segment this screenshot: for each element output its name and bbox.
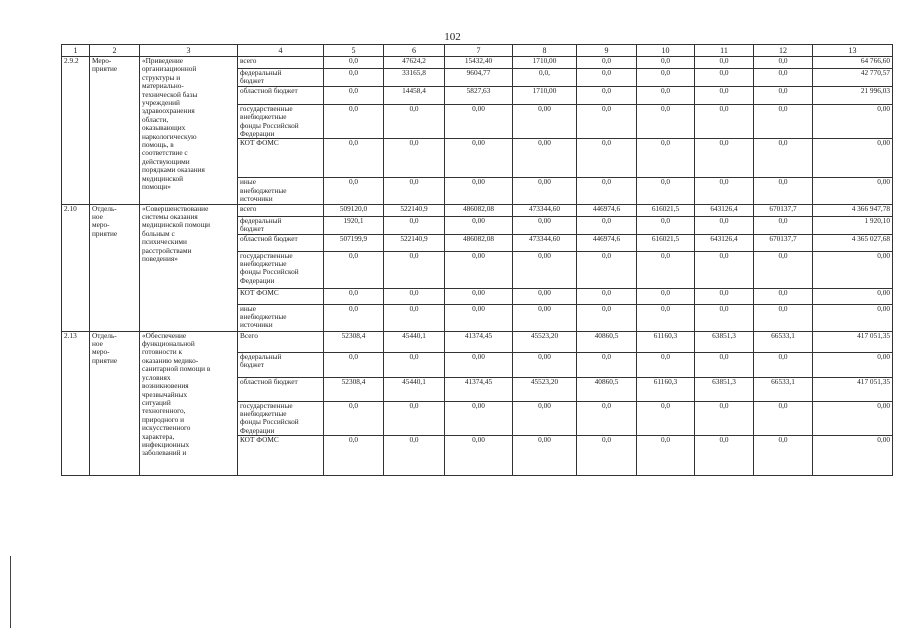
year-value: 0,0 <box>384 251 445 288</box>
year-value: 0,0 <box>637 139 695 178</box>
year-value: 643126,4 <box>695 234 754 251</box>
header-cell: 1 <box>62 45 90 57</box>
year-value: 0,0 <box>695 304 754 331</box>
year-value: 473344,60 <box>513 234 577 251</box>
total-value: 42 770,57 <box>813 69 893 87</box>
total-value: 0,00 <box>813 178 893 204</box>
header-cell: 6 <box>384 45 445 57</box>
year-value: 0,0 <box>637 86 695 104</box>
year-value: 0,0 <box>324 436 384 476</box>
funding-source: федеральный бюджет <box>238 216 324 234</box>
total-value: 64 766,60 <box>813 57 893 69</box>
item-name: «Совершенствование системы оказания медицинской помощи больным с психическими расстройствами поведения» <box>140 204 238 331</box>
item-type: Отдель- ное меро- приятие <box>90 204 140 331</box>
year-value: 40860,5 <box>577 331 637 352</box>
year-value: 0,00 <box>513 216 577 234</box>
year-value: 0,00 <box>445 304 513 331</box>
year-value: 0,0 <box>754 216 813 234</box>
funding-source: иные внебюджетные источники <box>238 304 324 331</box>
year-value: 486082,08 <box>445 204 513 216</box>
page-number: 102 <box>444 31 461 43</box>
year-value: 47624,2 <box>384 57 445 69</box>
budget-table <box>61 44 893 476</box>
item-code: 2.13 <box>62 331 90 476</box>
year-value: 0,00 <box>445 288 513 304</box>
year-value: 0,0 <box>637 216 695 234</box>
year-value: 0,0 <box>577 104 637 139</box>
year-value: 0,00 <box>513 352 577 377</box>
year-value: 63851,3 <box>695 331 754 352</box>
year-value: 33165,8 <box>384 69 445 87</box>
funding-source: КОТ ФОМС <box>238 288 324 304</box>
year-value: 507199,9 <box>324 234 384 251</box>
total-value: 417 051,35 <box>813 331 893 352</box>
year-value: 0,0 <box>384 139 445 178</box>
year-value: 0,0 <box>695 57 754 69</box>
year-value: 66533,1 <box>754 331 813 352</box>
funding-source: государственные внебюджетные фонды Российской Федерации <box>238 401 324 436</box>
year-value: 0,0 <box>577 251 637 288</box>
year-value: 616021,5 <box>637 234 695 251</box>
year-value: 0,00 <box>513 178 577 204</box>
year-value: 0,0 <box>695 139 754 178</box>
year-value: 522140,9 <box>384 204 445 216</box>
funding-source: КОТ ФОМС <box>238 436 324 476</box>
funding-source: областной бюджет <box>238 234 324 251</box>
year-value: 0,0 <box>695 86 754 104</box>
year-value: 0,0 <box>754 69 813 87</box>
funding-source: государственные внебюджетные фонды Российской Федерации <box>238 104 324 139</box>
year-value: 0,00 <box>445 352 513 377</box>
year-value: 0,0 <box>384 401 445 436</box>
year-value: 0,00 <box>513 401 577 436</box>
year-value: 0,0 <box>384 178 445 204</box>
header-cell: 12 <box>754 45 813 57</box>
year-value: 0,0 <box>384 104 445 139</box>
year-value: 0,0 <box>695 104 754 139</box>
year-value: 522140,9 <box>384 234 445 251</box>
item-code: 2.9.2 <box>62 57 90 205</box>
year-value: 0,00 <box>513 288 577 304</box>
year-value: 52308,4 <box>324 331 384 352</box>
year-value: 0,0 <box>384 304 445 331</box>
year-value: 0,0 <box>754 436 813 476</box>
total-value: 417 051,35 <box>813 377 893 401</box>
header-cell: 10 <box>637 45 695 57</box>
year-value: 0,0 <box>754 86 813 104</box>
item-code: 2.10 <box>62 204 90 331</box>
table-row <box>62 331 893 352</box>
year-value: 0,0 <box>637 401 695 436</box>
year-value: 0,0 <box>754 139 813 178</box>
year-value: 0,0 <box>577 57 637 69</box>
year-value: 9604,77 <box>445 69 513 87</box>
year-value: 446974,6 <box>577 234 637 251</box>
year-value: 670137,7 <box>754 234 813 251</box>
funding-source: федеральный бюджет <box>238 352 324 377</box>
year-value: 45523,20 <box>513 377 577 401</box>
header-cell: 5 <box>324 45 384 57</box>
year-value: 0,0 <box>695 401 754 436</box>
header-cell: 2 <box>90 45 140 57</box>
year-value: 0,0 <box>577 352 637 377</box>
year-value: 0,0 <box>577 401 637 436</box>
total-value: 0,00 <box>813 436 893 476</box>
year-value: 0,00 <box>445 104 513 139</box>
year-value: 0,0 <box>637 352 695 377</box>
year-value: 0,00 <box>513 104 577 139</box>
year-value: 45440,1 <box>384 331 445 352</box>
year-value: 643126,4 <box>695 204 754 216</box>
total-value: 1 920,10 <box>813 216 893 234</box>
year-value: 0,0 <box>695 352 754 377</box>
year-value: 0,0 <box>754 57 813 69</box>
year-value: 473344,60 <box>513 204 577 216</box>
year-value: 0,0 <box>324 304 384 331</box>
header-cell: 13 <box>813 45 893 57</box>
year-value: 0,0 <box>384 352 445 377</box>
year-value: 0,0 <box>324 288 384 304</box>
year-value: 670137,7 <box>754 204 813 216</box>
year-value: 0,0 <box>324 104 384 139</box>
year-value: 5827,63 <box>445 86 513 104</box>
year-value: 0,0 <box>324 69 384 87</box>
year-value: 0,0 <box>577 69 637 87</box>
total-value: 0,00 <box>813 104 893 139</box>
year-value: 446974,6 <box>577 204 637 216</box>
year-value: 0,0, <box>513 69 577 87</box>
total-value: 0,00 <box>813 352 893 377</box>
year-value: 0,0 <box>577 288 637 304</box>
year-value: 0,0 <box>637 69 695 87</box>
year-value: 0,0 <box>695 436 754 476</box>
year-value: 0,00 <box>445 139 513 178</box>
margin-line <box>10 556 11 628</box>
year-value: 0,0 <box>754 251 813 288</box>
total-value: 0,00 <box>813 139 893 178</box>
total-value: 4 366 947,78 <box>813 204 893 216</box>
year-value: 0,0 <box>384 436 445 476</box>
header-cell: 11 <box>695 45 754 57</box>
year-value: 0,00 <box>513 139 577 178</box>
year-value: 63851,3 <box>695 377 754 401</box>
year-value: 1710,00 <box>513 86 577 104</box>
funding-source: всего <box>238 57 324 69</box>
year-value: 0,0 <box>324 401 384 436</box>
year-value: 0,0 <box>577 139 637 178</box>
year-value: 66533,1 <box>754 377 813 401</box>
total-value: 21 996,03 <box>813 86 893 104</box>
year-value: 0,00 <box>513 251 577 288</box>
year-value: 0,00 <box>513 304 577 331</box>
year-value: 0,00 <box>445 436 513 476</box>
funding-source: Всего <box>238 331 324 352</box>
year-value: 0,0 <box>637 178 695 204</box>
year-value: 0,0 <box>754 401 813 436</box>
year-value: 0,0 <box>754 104 813 139</box>
item-type: Отдель- ное меро- приятие <box>90 331 140 476</box>
year-value: 0,0 <box>695 69 754 87</box>
year-value: 41374,45 <box>445 377 513 401</box>
year-value: 0,0 <box>577 86 637 104</box>
year-value: 0,00 <box>445 401 513 436</box>
item-type: Меро- приятие <box>90 57 140 205</box>
header-cell: 4 <box>238 45 324 57</box>
funding-source: иные внебюджетные источники <box>238 178 324 204</box>
year-value: 61160,3 <box>637 331 695 352</box>
year-value: 0,0 <box>637 288 695 304</box>
total-value: 0,00 <box>813 251 893 288</box>
year-value: 0,00 <box>513 436 577 476</box>
year-value: 0,0 <box>754 352 813 377</box>
funding-source: КОТ ФОМС <box>238 139 324 178</box>
year-value: 0,0 <box>637 304 695 331</box>
year-value: 1710,00 <box>513 57 577 69</box>
year-value: 45523,20 <box>513 331 577 352</box>
year-value: 61160,3 <box>637 377 695 401</box>
year-value: 52308,4 <box>324 377 384 401</box>
year-value: 509120,0 <box>324 204 384 216</box>
year-value: 45440,1 <box>384 377 445 401</box>
header-row <box>62 45 893 57</box>
year-value: 0,0 <box>324 178 384 204</box>
funding-source: государственные внебюджетные фонды Российской Федерации <box>238 251 324 288</box>
year-value: 0,0 <box>324 86 384 104</box>
funding-source: областной бюджет <box>238 377 324 401</box>
funding-source: областной бюджет <box>238 86 324 104</box>
year-value: 0,0 <box>637 57 695 69</box>
year-value: 0,0 <box>324 251 384 288</box>
year-value: 0,0 <box>695 216 754 234</box>
year-value: 616021,5 <box>637 204 695 216</box>
year-value: 0,00 <box>445 251 513 288</box>
year-value: 0,0 <box>577 436 637 476</box>
year-value: 0,0 <box>695 251 754 288</box>
year-value: 0,0 <box>754 288 813 304</box>
year-value: 0,0 <box>577 304 637 331</box>
header-cell: 9 <box>577 45 637 57</box>
header-cell: 7 <box>445 45 513 57</box>
year-value: 0,0 <box>324 57 384 69</box>
total-value: 4 365 027,68 <box>813 234 893 251</box>
year-value: 0,0 <box>384 288 445 304</box>
total-value: 0,00 <box>813 288 893 304</box>
year-value: 41374,45 <box>445 331 513 352</box>
year-value: 486082,08 <box>445 234 513 251</box>
year-value: 0,00 <box>445 216 513 234</box>
year-value: 0,0 <box>637 436 695 476</box>
year-value: 0,0 <box>637 104 695 139</box>
total-value: 0,00 <box>813 401 893 436</box>
table-row <box>62 204 893 216</box>
year-value: 0,0 <box>754 178 813 204</box>
item-name: «Приведение организационной структуры и материально- технической базы учреждений здравоохранения области, оказывающих наркологическую помощь, в соответствие с действующими порядками оказания медицинской помощи» <box>140 57 238 205</box>
year-value: 0,00 <box>445 178 513 204</box>
year-value: 14458,4 <box>384 86 445 104</box>
total-value: 0,00 <box>813 304 893 331</box>
year-value: 0,0 <box>695 178 754 204</box>
year-value: 0,0 <box>384 216 445 234</box>
year-value: 0,0 <box>324 139 384 178</box>
year-value: 0,0 <box>577 216 637 234</box>
year-value: 0,0 <box>695 288 754 304</box>
table-row <box>62 57 893 69</box>
funding-source: всего <box>238 204 324 216</box>
year-value: 0,0 <box>324 352 384 377</box>
year-value: 40860,5 <box>577 377 637 401</box>
year-value: 0,0 <box>637 251 695 288</box>
year-value: 0,0 <box>577 178 637 204</box>
year-value: 1920,1 <box>324 216 384 234</box>
header-cell: 3 <box>140 45 238 57</box>
year-value: 0,0 <box>754 304 813 331</box>
header-cell: 8 <box>513 45 577 57</box>
year-value: 15432,40 <box>445 57 513 69</box>
funding-source: федеральный бюджет <box>238 69 324 87</box>
item-name: «Обеспечение функциональной готовности к оказанию медико- санитарной помощи в условиях возникновения чрезвычайных ситуаций техногенного, природного и искусственного характера, инфекционных заболеваний и <box>140 331 238 476</box>
